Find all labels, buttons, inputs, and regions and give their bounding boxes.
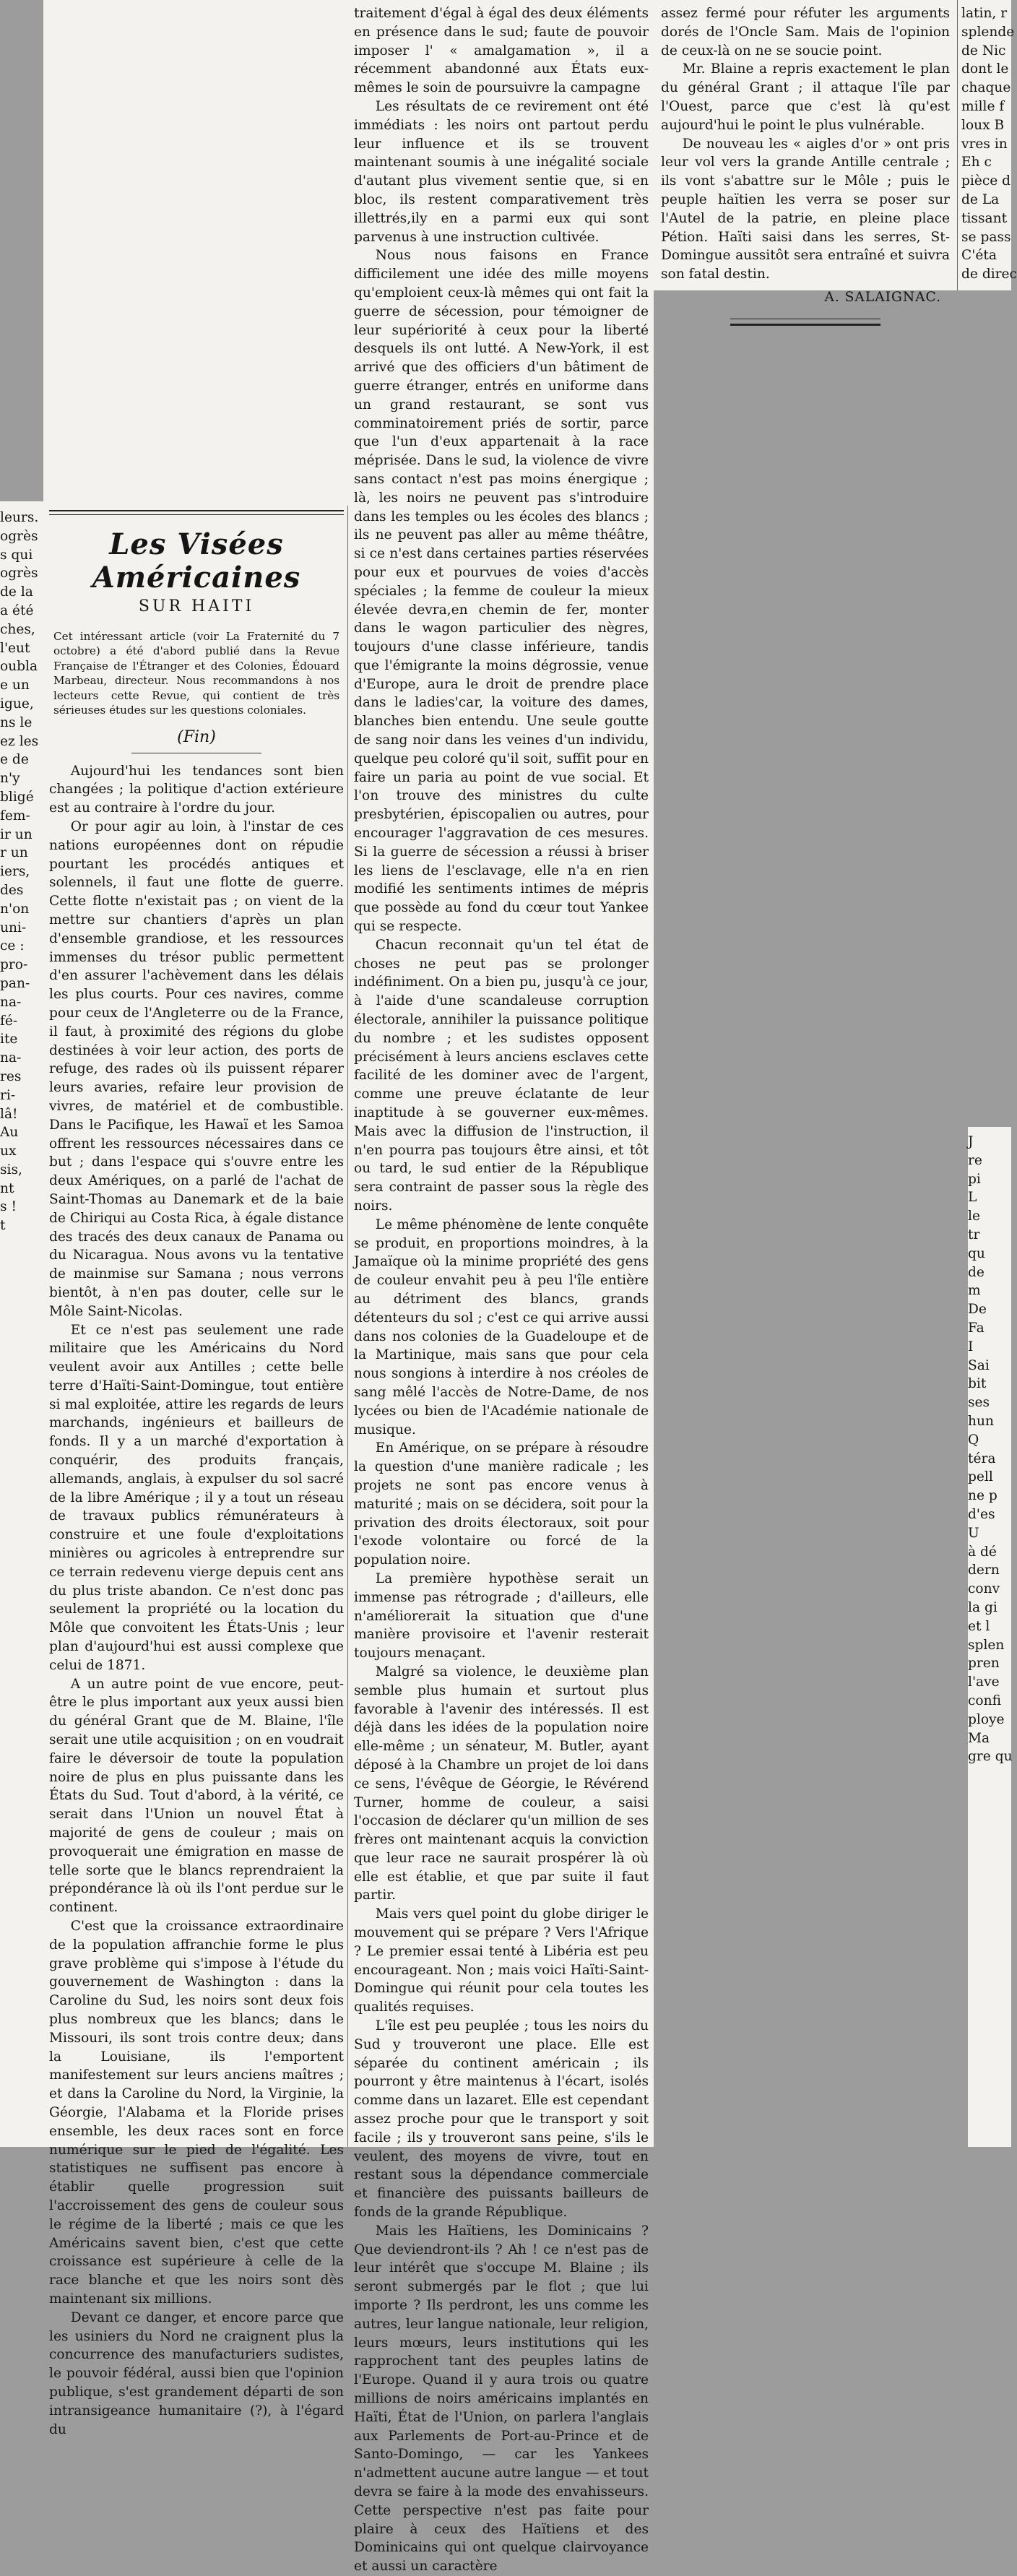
fragment-line: ches, [0, 621, 35, 637]
fragment-line: de la [0, 584, 33, 600]
fragment-line: ne p [968, 1488, 997, 1504]
newspaper-page-right [654, 0, 1017, 305]
fragment-line: igue, [0, 696, 34, 712]
fragment-line: Eh c [961, 155, 992, 170]
article-column-2 [354, 4, 649, 2575]
fragment-line: mille f [961, 98, 1005, 114]
fragment-line: sis, [0, 1162, 22, 1177]
fragment-line: Ma [968, 1730, 990, 1746]
article-column-1 [49, 506, 344, 2437]
scan-background-right [654, 290, 1011, 2147]
fragment-line: re [968, 1152, 982, 1168]
fragment-line: hun [968, 1413, 994, 1429]
newspaper-page [43, 0, 654, 2575]
fragment-line: pell [968, 1469, 993, 1485]
article-signature: A. SALAIGNAC. [824, 289, 941, 305]
article-title: Les Visées Américaines [92, 527, 301, 595]
paragraph: Le même phénomène de lente conquête se produit, en proportions moindres, à la Jamaïque où la minime propriété des gens de couleur envahit peu à peu l'île entière au détriment des blancs, grands détenteurs du sol ; c'est ce qui arrive aussi dans nos colonies de la Guadeloupe et de la Martinique, mais sans que pour cela nous songions à interdire à nos créoles de sang mêlé l'accès de Notre-Dame, de nos lycées ou bien de l'Académie nationale de musique. [354, 1216, 649, 1438]
fragment-line: le [968, 1209, 980, 1224]
fragment-line: Au [0, 1125, 19, 1141]
fragment-line: n'y [0, 771, 20, 787]
paragraph: En Amérique, on se prépare à résoudre la question d'une manière radicale ; les projets ne sont pas encore venus à maturité ; mais on se décidera, soit pour la privation des droits électoraux, soit pour l'exode volontaire ou forcé de la population noire. [354, 1440, 649, 1568]
fragment-line: na- [0, 1050, 22, 1066]
right-page-fragment [968, 1127, 1011, 2147]
paragraph: Devant ce danger, et encore parce que les usiniers du Nord ne craignent plus la concurrence des manufacturiers sudistes, le pouvoir fédéral, aussi bien que l'opinion publique, s'est grandement départi de son intransigeance humanitaire (?), à l'égard du [49, 2309, 344, 2437]
fragment-line: lâ! [0, 1106, 18, 1122]
fragment-line: leurs. [0, 510, 39, 525]
fragment-line: L [968, 1190, 977, 1206]
fragment-line: e un [0, 678, 30, 693]
fragment-line: confi [968, 1693, 1001, 1708]
fragment-line: splende [961, 24, 1015, 40]
fragment-line: fem- [0, 808, 30, 824]
paragraph: traitement d'égal à égal des deux éléments en présence dans le sud; faute de pouvoir imposer l' « amalgamation », il a récemment abandonné aux États eux-mêmes le soin de poursuivre la campagne [354, 6, 649, 96]
article-intro: Cet intéressant article (voir La Fraternité du 7 octobre) a été d'abord publié dans la Revue Française de l'Étranger et des Colonies, Édouard Marbeau, directeur. Nous recommandons à nos lecteurs cette Revue, qui contient de très sérieuses études sur les questions coloniales. [53, 629, 339, 717]
fragment-line: tissant [961, 210, 1008, 226]
fragment-line: res [0, 1068, 22, 1084]
fragment-line: de Nic [961, 43, 1006, 59]
right-fragment-bottom [968, 1133, 1011, 2144]
article-column-3 [661, 4, 950, 305]
fragment-line: d'es [968, 1506, 995, 1522]
fragment-line: de [968, 1264, 984, 1280]
fragment-line: r un [0, 845, 28, 861]
paragraph: Mr. Blaine a repris exactement le plan du général Grant ; il attaque l'île par l'Ouest, parce que c'est là qu'est aujourd'hui le point le plus vulnérable. [661, 61, 950, 133]
fragment-line: ses [968, 1395, 990, 1411]
fragment-line: splen [968, 1637, 1005, 1653]
paragraph: assez fermé pour réfuter les arguments dorés de l'Oncle Sam. Mais de l'opinion de ceux-là on ne se soucie point. [661, 6, 950, 59]
left-page-fragment [0, 501, 43, 2147]
paragraph: A un autre point de vue encore, peut-être le plus important aux yeux aussi bien du général Grant que de M. Blaine, l'île serait une utile acquisition ; on en voudrait faire le déversoir de toute la population noire de plus en plus puissante dans les États du Sud. Tout d'abord, à la vérité, ce serait dans l'Union un nouvel État à majorité de gens de couleur ; mais on provoquerait une émigration en masse de telle sorte que le blancs reprendraient la prépondérance là où ils l'ont perdue sur le continent. [49, 1676, 344, 1916]
fragment-line: pan- [0, 975, 30, 991]
fragment-line: ux [0, 1144, 17, 1159]
fragment-line: ns le [0, 714, 33, 730]
fragment-line: m [968, 1283, 981, 1299]
fragment-line: fé- [0, 1013, 18, 1029]
paragraph: La première hypothèse serait un immense pas rétrograde ; d'ailleurs, elle n'améliorerait la situation que d'une manière provisoire et l'avenir resterait toujours menaçant. [354, 1570, 649, 1661]
fragment-line: ogrès [0, 566, 38, 582]
fragment-line: de direc [961, 267, 1017, 282]
fragment-line: a été [0, 602, 34, 618]
paragraph: Chacun reconnait qu'un tel état de choses ne peut pas se prolonger indéfiniment. On a bien pu, jusqu'à ce jour, à l'aide d'une scandaleuse corruption électorale, annihiler la puissance politique du nombre ; et les sudistes opposent précisément à leurs anciens esclaves cette facilité de les dominer avec de l'argent, comme une preuve éclatante de leur inaptitude à se gouverner eux-mêmes. Mais avec la diffusion de l'instruction, il n'en pourra pas toujours être ainsi, et tôt ou tard, le sud entier de la République sera contraint de passer sous la règle des noirs. [354, 937, 649, 1214]
fragment-line: et l [968, 1618, 990, 1634]
fragment-line: Q [968, 1432, 979, 1448]
fragment-line: l'ave [968, 1674, 1000, 1690]
fragment-line: bit [968, 1376, 987, 1392]
fragment-line: nt [0, 1180, 14, 1196]
fragment-line: oubla [0, 659, 38, 675]
column-1-body [49, 762, 344, 2439]
fragment-line: dern [968, 1563, 1000, 1578]
fragment-line: bligé [0, 789, 34, 805]
header-rule [49, 510, 344, 515]
fragment-line: iers, [0, 864, 30, 880]
fragment-line: loux B [961, 117, 1005, 133]
fragment-line: ogrès [0, 528, 38, 544]
paragraph: Les résultats de ce revirement ont été immédiats : les noirs ont partout perdu leur influence et ils se trouvent maintenant soumis à une inégalité sociale d'autant plus vivement sentie que, si en bloc, ils restent comparativement très illettrés,ily en a parmi eux qui sont parvenus à une instruction cultivée. [354, 98, 649, 245]
fragment-line: chaque [961, 80, 1011, 96]
fragment-line: t [0, 1218, 6, 1234]
fragment-line: dont le [961, 61, 1009, 77]
fragment-line: des [0, 882, 24, 898]
fragment-line: I [968, 1339, 974, 1354]
fragment-line: pièce d [961, 173, 1011, 189]
fragment-line: De [968, 1302, 987, 1318]
column-divider-1 [347, 506, 348, 2147]
fragment-line: tr [968, 1227, 980, 1242]
paragraph: Mais vers quel point du globe diriger le mouvement qui se prépare ? Vers l'Afrique ? Le premier essai tenté à Libéria est peu encourageant. Non ; mais voici Haïti-Saint-Domingue qui réunit pour cela toutes les qualités requises. [354, 1906, 649, 2015]
paragraph: Nous nous faisons en France difficilement une idée des mille moyens qu'emploient ceux-là mêmes qui ont fait la guerre de sécession, pour témoigner de leur supériorité à ceux pour la liberté desquels ils ont lutté. A New-York, il est arrivé que des officiers d'un bâtiment de guerre étranger, entrés en uniforme dans un grand restaurant, se sont vus comminatoirement priés de sortir, parce que l'un d'eux appartenait à la race méprisée. Dans le sud, la violence de vivre sans contact n'est pas moins énergique ; là, les noirs ne peuvent pas s'introduire dans les temples ou les écoles des blancs ; ils ne peuvent pas aller au même théâtre, si ce n'est dans certaines parties réservées pour eux et pourvues de voies d'accès spéciales ; la femme de couleur la mieux élevée devra,en chemin de fer, monter dans le wagon particulier des nègres, toujours d'une classe inférieure, tandis que l'émigrante la moins dégrossie, venue d'Europe, aura le droit de prendre place dans le ladies'car, la voiture des dames, blanches bien entendu. Une seule goutte de sang noir dans les veines d'un individu, quelque peu coloré qu'il soit, suffit pour en faire un paria au point de vue social. Et l'on trouve des ministres du culte presbytérien, épiscopalien ou autres, pour encourager l'aggravation de ces mesures. Si la guerre de sécession a réussi à briser les liens de l'esclavage, elle n'a en rien modifié les sentiments intimes de mépris que possède au fond du cœur tout Yankee qui se respecte. [354, 248, 649, 935]
fragment-line: e de [0, 752, 29, 768]
fragment-line: conv [968, 1581, 1000, 1597]
fragment-line: la gi [968, 1599, 997, 1615]
fragment-line: ir un [0, 826, 33, 842]
fragment-line: pi [968, 1171, 981, 1187]
fin-label: (Fin) [177, 727, 216, 746]
fragment-line: ce : [0, 938, 25, 954]
column-2-body [354, 4, 649, 2576]
fragment-line: de La [961, 191, 1000, 207]
right-fragment-top [961, 4, 1017, 286]
article-end-rule [730, 319, 880, 326]
paragraph: L'île est peu peuplée ; tous les noirs du Sud y trouveront une place. Elle est séparée du continent américain ; ils pourront y être maintenus à l'écart, isolés comme dans un lazaret. Elle est cependant assez proche pour que le transport y soit facile ; ils y trouveront sans peine, s'ils le veulent, des moyens de vivre, tout en restant sous la dépendance commerciale et financière des puissants bailleurs de fonds de la grande République. [354, 2018, 649, 2221]
fragment-line: Sai [968, 1357, 990, 1373]
fragment-line: pren [968, 1656, 1000, 1672]
fragment-line: J [968, 1134, 974, 1149]
fragment-line: pro- [0, 957, 28, 973]
paragraph: Et ce n'est pas seulement une rade militaire que les Américains du Nord veulent avoir aux Antilles ; cette belle terre d'Haïti-Saint-Domingue, tout entière si mal exploitée, attire les regards de leurs marchands, ingénieurs et bailleurs de fonds. Il y a un marché d'exportation à conquérir, des produits français, allemands, anglais, à expulser du sol sacré de la libre Amérique ; il y a tout un réseau de travaux publics rémunérateurs à construire et une foule d'exploitations minières ou agricoles à entreprendre sur ce terrain redevenu vierge depuis cent ans du plus triste abandon. Ce n'est donc pas seulement la propriété ou la location du Môle que convoitent les États-Unis ; leur plan d'aujourd'hui est aussi complexe que celui de 1871. [49, 1322, 344, 1673]
column-divider-3 [957, 0, 958, 290]
fragment-line: vres in [961, 136, 1008, 152]
left-fragment-text [0, 509, 43, 2141]
fragment-line: se pass [961, 229, 1011, 245]
fragment-line: latin, r [961, 6, 1008, 21]
fragment-line: téra [968, 1451, 996, 1466]
fragment-line: gre qu [968, 1749, 1013, 1765]
fragment-line: à dé [968, 1544, 997, 1560]
fragment-line: s qui [0, 547, 33, 563]
fragment-line: na- [0, 994, 22, 1010]
paragraph: De nouveau les « aigles d'or » ont pris leur vol vers la grande Antille centrale ; ils vont s'abattre sur le Môle ; puis le peuple haïtien les verra se poser sur l'Autel de la patrie, en pleine place Pétion. Haïti saisi dans les serres, St-Domingue aussitôt sera entraîné et suivra son fatal destin. [661, 136, 950, 282]
fragment-line: ri- [0, 1087, 16, 1103]
fragment-line: C'éta [961, 248, 997, 264]
fragment-line: l'eut [0, 640, 30, 656]
paragraph: Malgré sa violence, le deuxième plan semble plus humain et surtout plus favorable à l'avenir des intéressés. Il est déjà dans les idées de la population noire elle-même ; un sénateur, M. Butler, ayant déposé à la Chambre un projet de loi dans ce sens, l'évêque de Géorgie, le Révérend Turner, homme de couleur, a saisi l'occasion de déclarer qu'un million de ses frères ont maintenant acquis la conviction que leur race ne saurait prospérer là où elle est établie, et que par suite il faut partir. [354, 1664, 649, 1903]
column-3-body [661, 4, 950, 284]
article-subtitle: SUR HAITI [138, 597, 255, 615]
paragraph: Or pour agir au loin, à l'instar de ces nations européennes dont on répudie pourtant les procédés antiques et solennels, il faut une flotte de guerre. Cette flotte n'existait pas ; on vient de la mettre sur chantiers d'après un plan d'ensemble grandiose, et les ressources immenses du trésor public permettent d'en assurer l'achèvement dans les délais les plus courts. Pour ces navires, comme pour ceux de l'Angleterre ou de la France, il faut, à proximité des régions du globe destinées à voir leur action, des ports de refuge, des rades où ils puissent réparer leurs avaries, refaire leur provision de vivres, de matériel et de combustible. Dans le Pacifique, les Hawaï et les Samoa offrent les ressources nécessaires dans ce but ; dans l'espace qui s'ouvre entre les deux Amériques, on a parlé de l'achat de Saint-Thomas au Danemark et de la baie de Chiriqui au Costa Rica, à égale distance des tracés des deux canaux de Panama ou du Nicaragua. Nous avons vu la tentative de mainmise sur Samana ; nous verrons bientôt, à n'en pas douter, celle sur le Môle Saint-Nicolas. [49, 818, 344, 1319]
fragment-line: uni- [0, 920, 27, 935]
fragment-line: s ! [0, 1199, 17, 1215]
fragment-line: U [968, 1525, 979, 1541]
paragraph: Aujourd'hui les tendances sont bien changées ; la politique d'action extérieure est au contraire à l'ordre du jour. [49, 763, 344, 816]
fragment-line: ite [0, 1032, 18, 1047]
fragment-line: qu [968, 1245, 985, 1261]
fragment-line: ez les [0, 733, 39, 749]
fragment-line: Fa [968, 1320, 984, 1336]
paragraph: Mais les Haïtiens, les Dominicains ? Que deviendront-ils ? Ah ! ce n'est pas de leur intérêt que s'occupe M. Blaine ; ils seront submergés par le flot ; que lui importe ? Ils perdront, les uns comme les autres, leur langue nationale, leur religion, leurs mœurs, leurs institutions qui les rapprochent tant des peuples latins de l'Europe. Quand il y aura trois ou quatre millions de noirs américains implantés en Haïti, État de l'Union, on parlera l'anglais aux Parlements de Port-au-Prince et de Santo-Domingo, — car les Yankees n'admettent aucune autre langue — et tout devra se faire à la mode des envahisseurs. Cette perspective n'est pas faite pour plaire à ceux des Haïtiens et des Dominicains qui ont quelque clairvoyance et aussi un caractère [354, 2223, 649, 2575]
paragraph: C'est que la croissance extraordinaire de la population affranchie forme le plus grave problème qui s'impose à l'étude du gouvernement de Washington : dans la Caroline du Sud, les noirs sont deux fois plus nombreux que les blancs; dans le Missouri, ils sont trois contre deux; dans la Louisiane, ils l'emportent manifestement sur leurs anciens maîtres ; et dans la Caroline du Nord, la Virginie, la Géorgie, l'Alabama et la Floride prises ensemble, les deux races sont en force numérique sur le pied de l'égalité. Les statistiques ne suffisent pas encore à établir quelle progression suit l'accroissement des gens de couleur sous le régime de la liberté ; mais ce que les Américains savent bien, c'est que cette croissance est supérieure à celle de la race blanche et que les noirs sont dès maintenant six millions. [49, 1919, 344, 2307]
fragment-line: n'on [0, 901, 30, 917]
fragment-line: ploye [968, 1711, 1005, 1727]
